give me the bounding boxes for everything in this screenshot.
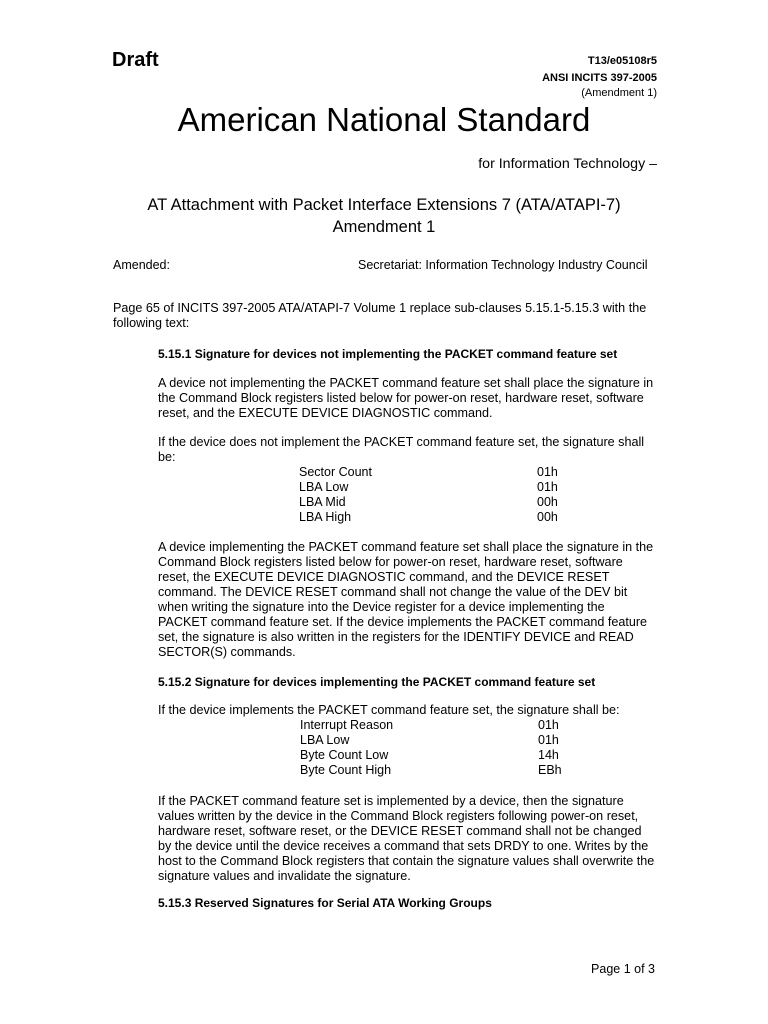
text-line: command. The DEVICE RESET command shall not change the value of the DEV bit [158, 585, 628, 599]
text-line: Command Block registers listed below for power-on reset, hardware reset, software [158, 555, 623, 569]
text-line: A device not implementing the PACKET command feature set shall place the signature in [158, 376, 654, 390]
register-value: 14h [538, 748, 559, 762]
text-line: set, the signature is also written in the registers for the IDENTIFY DEVICE and READ [158, 630, 634, 644]
text-line: If the device does not implement the PACKET command feature set, the signature shall [158, 435, 645, 449]
section2-paragraph-1 [158, 703, 620, 718]
signature-table-non-packet [299, 465, 599, 525]
table-row [300, 748, 600, 763]
text-line: Page 65 of INCITS 397-2005 ATA/ATAPI-7 Volume 1 replace sub-clauses 5.15.1-5.15.3 with the [113, 301, 647, 315]
text-line: following text: [113, 316, 190, 330]
subtitle-line-2: Amendment 1 [332, 218, 436, 236]
page-title: American National Standard [177, 101, 591, 138]
text-line: A device implementing the PACKET command feature set shall place the signature in the [158, 540, 654, 554]
table-row [300, 718, 600, 733]
draft-label: Draft [112, 49, 159, 71]
register-value: 01h [537, 480, 558, 494]
subtitle-line-1: AT Attachment with Packet Interface Extensions 7 (ATA/ATAPI-7) [147, 196, 621, 214]
table-row [299, 465, 599, 480]
text-line: If the device implements the PACKET command feature set, the signature shall be: [158, 703, 620, 717]
register-name: Sector Count [299, 465, 372, 479]
text-line: when writing the signature into the Device register for a device implementing the [158, 600, 605, 614]
secretariat: Secretariat: Information Technology Industry Council [358, 258, 648, 272]
text-line: by the device until the device receives a command that sets DRDY to one. Writes by the [158, 839, 649, 853]
register-name: Byte Count High [300, 763, 392, 777]
text-line: If the PACKET command feature set is implemented by a device, then the signature [158, 794, 624, 808]
section1-paragraph-2 [158, 435, 644, 465]
register-name: LBA Low [300, 733, 350, 747]
register-name: Byte Count Low [300, 748, 389, 762]
text-line: PACKET command feature set. If the device implements the PACKET command feature [158, 615, 648, 629]
document-number: T13/e05108r5 [587, 55, 657, 67]
signature-table-packet [300, 718, 600, 778]
section2-paragraph-2 [158, 794, 654, 884]
register-value: 01h [538, 718, 559, 732]
intro-paragraph [113, 301, 646, 331]
table-row [299, 495, 599, 510]
table-row [299, 480, 599, 495]
section-heading-5-15-3: 5.15.3 Reserved Signatures for Serial ATA Working Groups [158, 896, 492, 910]
register-value: 00h [537, 510, 558, 524]
text-line: the Command Block registers listed below for power-on reset, hardware reset, software [158, 391, 644, 405]
text-line: SECTOR(S) commands. [158, 645, 296, 659]
register-name: LBA Low [299, 480, 349, 494]
table-row [299, 510, 599, 525]
section-heading-5-15-2: 5.15.2 Signature for devices implementing the PACKET command feature set [158, 675, 596, 689]
register-name: LBA Mid [299, 495, 346, 509]
register-name: Interrupt Reason [300, 718, 394, 732]
text-line: reset, the EXECUTE DEVICE DIAGNOSTIC command, and the DEVICE RESET [158, 570, 610, 584]
text-line: be: [158, 450, 176, 464]
title-qualifier: for Information Technology – [478, 156, 657, 172]
table-row [300, 763, 600, 778]
text-line: signature values and invalidate the signature. [158, 869, 411, 883]
text-line: hardware reset, software reset, or the DEVICE RESET command shall not be changed [158, 824, 642, 838]
section1-paragraph-3 [158, 540, 653, 660]
register-name: LBA High [299, 510, 352, 524]
register-value: 00h [537, 495, 558, 509]
table-row [300, 733, 600, 748]
text-line: reset, and the EXECUTE DEVICE DIAGNOSTIC command. [158, 406, 493, 420]
amended-label: Amended: [113, 258, 170, 272]
amendment-note: (Amendment 1) [581, 87, 657, 99]
standard-number: ANSI INCITS 397-2005 [542, 72, 657, 84]
page-number: Page 1 of 3 [591, 962, 655, 976]
register-value: EBh [538, 763, 562, 777]
text-line: values written by the device in the Command Block registers following power-on reset, [158, 809, 639, 823]
section1-paragraph-1 [158, 376, 653, 421]
register-value: 01h [538, 733, 559, 747]
section-heading-5-15-1: 5.15.1 Signature for devices not implementing the PACKET command feature set [158, 347, 618, 361]
text-line: host to the Command Block registers that contain the signature values shall overwrite the [158, 854, 655, 868]
register-value: 01h [537, 465, 558, 479]
